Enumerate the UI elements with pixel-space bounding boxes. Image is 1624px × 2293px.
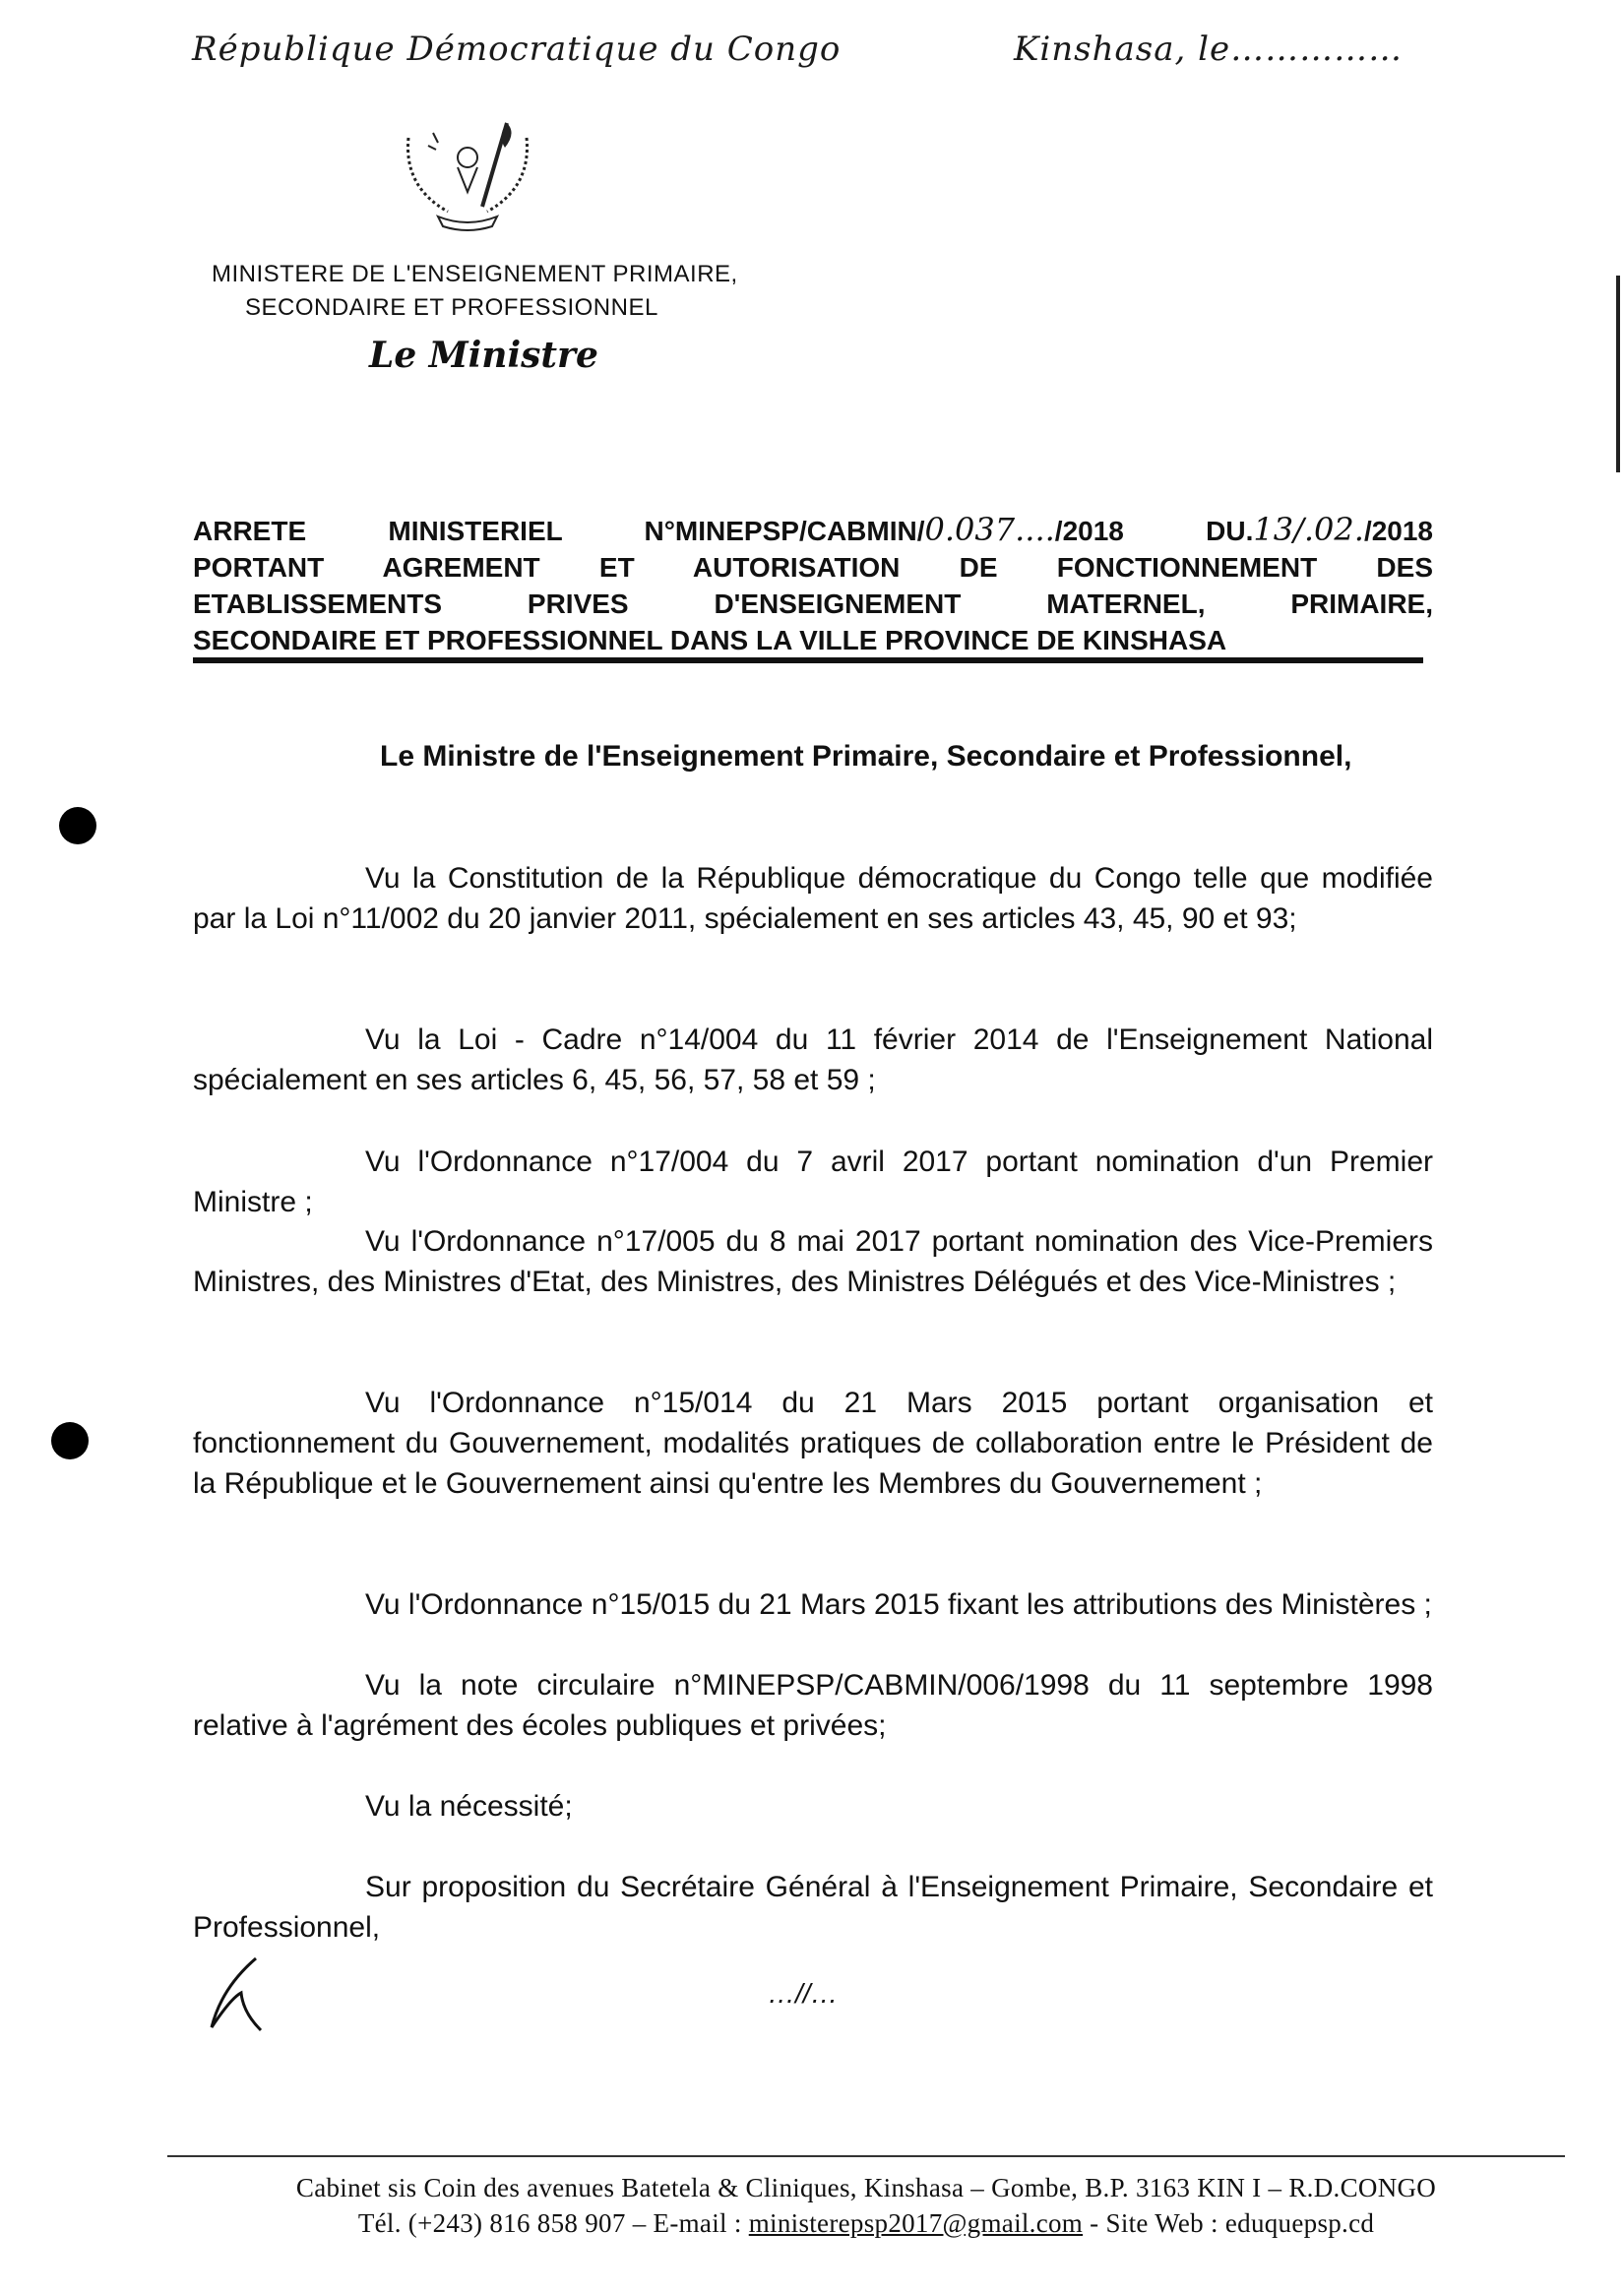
- coat-of-arms-icon: [389, 118, 546, 236]
- ministry-line2: SECONDAIRE ET PROFESSIONNEL: [245, 294, 658, 321]
- punch-hole-bottom: [51, 1422, 89, 1459]
- place-date: Kinshasa, le……………: [1014, 30, 1404, 69]
- paragraph-9: Sur proposition du Secrétaire Général à l'Enseignement Primaire, Secondaire et Professionnel,: [193, 1871, 1433, 1944]
- ministry-name: [212, 258, 738, 325]
- footer-email-link[interactable]: ministerepsp2017@gmail.com: [748, 2208, 1084, 2238]
- footer-address: Cabinet sis Coin des avenues Batetela & Cliniques, Kinshasa – Gombe, B.P. 3163 KIN I – R.D.CONGO: [295, 2173, 1437, 2202]
- title-line-2: PORTANT AGREMENT ET AUTORISATION DE FONCTIONNEMENT DES: [193, 552, 1433, 583]
- paragraph-5: Vu l'Ordonnance n°15/014 du 21 Mars 2015 portant organisation et fonctionnement du Gouvernement, modalités pratiques de collaboration entre le Président de la République et le Gouvernement ainsi qu'entre les Membres du Gouvernement ;: [193, 1387, 1433, 1500]
- title-line-1: ARRETE MINISTERIEL N°MINEPSP/CABMIN/0.037..../2018 DU.13/.02./2018: [193, 511, 1434, 548]
- page-continuation: …//…: [768, 1978, 839, 2009]
- title-underline: [193, 657, 1423, 663]
- le-ministre-heading: Le Ministre: [369, 335, 598, 376]
- paragraph-3: Vu l'Ordonnance n°17/004 du 7 avril 2017 portant nomination d'un Premier Ministre ;: [193, 1146, 1433, 1218]
- scan-edge-mark: [1616, 276, 1620, 472]
- footer: [167, 2170, 1565, 2241]
- paragraph-4: Vu l'Ordonnance n°17/005 du 8 mai 2017 portant nomination des Vice-Premiers Ministres, des Ministres d'Etat, des Ministres, des Ministres Délégués et des Vice-Ministres ;: [193, 1225, 1433, 1298]
- intro-paragraph: Le Ministre de l'Enseignement Primaire, Secondaire et Professionnel,: [380, 740, 1352, 773]
- paragraph-7: Vu la note circulaire n°MINEPSP/CABMIN/006/1998 du 11 septembre 1998 relative à l'agrément des écoles publiques et privées;: [193, 1669, 1433, 1742]
- footer-contact: Tél. (+243) 816 858 907 – E-mail : ministerepsp2017@gmail.com - Site Web : eduquepsp.cd: [357, 2208, 1375, 2238]
- title-line-4: SECONDAIRE ET PROFESSIONNEL DANS LA VILLE PROVINCE DE KINSHASA: [193, 625, 1227, 655]
- paragraph-1: Vu la Constitution de la République démocratique du Congo telle que modifiée par la Loi n°11/002 du 20 janvier 2011, spécialement en ses articles 43, 45, 90 et 93;: [193, 862, 1433, 935]
- handwritten-number: 0.037....: [924, 511, 1055, 548]
- republic-header: République Démocratique du Congo: [192, 30, 842, 69]
- decree-title: [193, 512, 1433, 658]
- handwritten-date: 13/.02.: [1253, 511, 1364, 548]
- footer-rule: [167, 2155, 1565, 2157]
- punch-hole-top: [59, 807, 96, 844]
- ministry-line1: MINISTERE DE L'ENSEIGNEMENT PRIMAIRE,: [212, 261, 738, 287]
- paragraph-6: Vu l'Ordonnance n°15/015 du 21 Mars 2015 fixant les attributions des Ministères ;: [365, 1588, 1432, 1621]
- paragraph-8: Vu la nécessité;: [365, 1790, 573, 1823]
- title-line-3: ETABLISSEMENTS PRIVES D'ENSEIGNEMENT MATERNEL, PRIMAIRE,: [193, 589, 1433, 619]
- paragraph-2: Vu la Loi - Cadre n°14/004 du 11 février 2014 de l'Enseignement National spécialement en ses articles 6, 45, 56, 57, 58 et 59 ;: [193, 1023, 1433, 1096]
- handwritten-initial-icon: [202, 1953, 271, 2032]
